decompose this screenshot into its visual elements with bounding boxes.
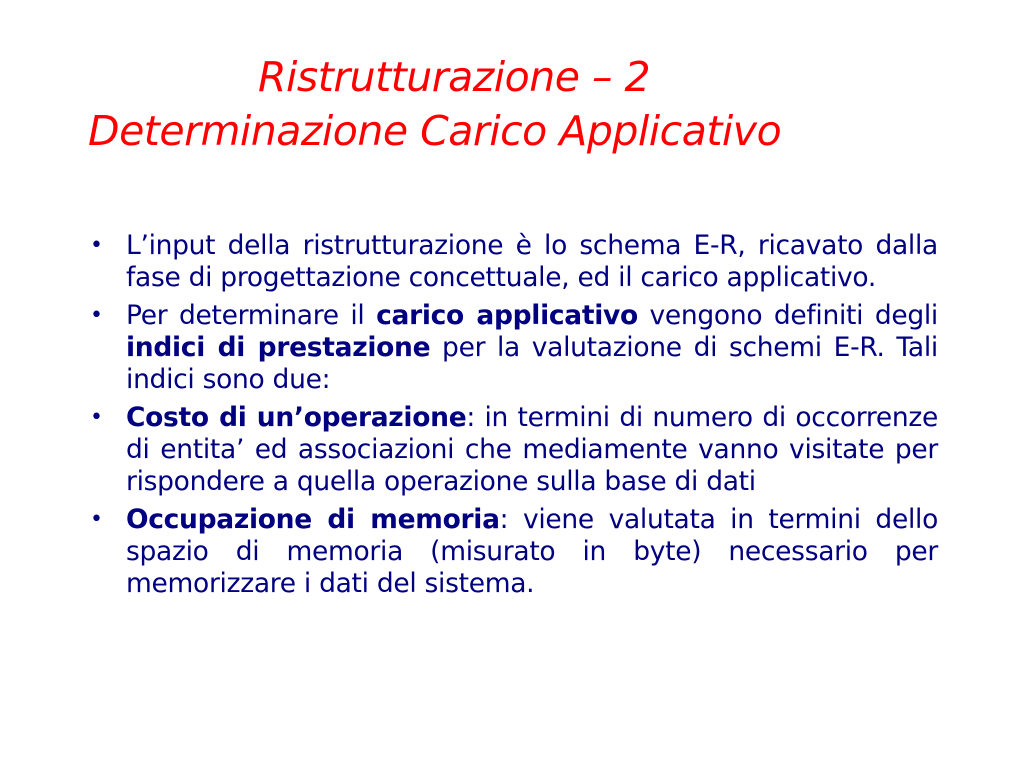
- bullet-text: per la valutazione di schemi E-R. Tali indici sono due:: [126, 332, 938, 395]
- title-line-1: Ristrutturazione – 2: [258, 53, 651, 101]
- bullet-icon: •: [90, 303, 103, 328]
- title-line-2: Determinazione Carico Applicativo: [88, 107, 782, 155]
- bullet-text: L’input della ristrutturazione è lo schema E-R, ricavato dalla fase di progettazione concettuale, ed il carico applicativo.: [126, 230, 938, 293]
- bullet-text: vengono definiti degli: [637, 300, 938, 331]
- bold-term-indici-prestazione: indici di prestazione: [126, 332, 431, 363]
- bullet-item-carico: [90, 300, 938, 396]
- bullet-text: : viene valutata in termini dello spazio di memoria (misurato in byte) necessario per memorizzare i dati del sistema.: [126, 504, 938, 599]
- bullet-item-costo: [90, 402, 938, 498]
- slide-title: [0, 50, 1024, 158]
- bold-term-carico-applicativo: carico applicativo: [376, 300, 638, 331]
- bullet-icon: •: [90, 233, 103, 258]
- bullet-icon: •: [90, 507, 103, 532]
- bullet-text: : in termini di numero di occorrenze di entita’ ed associazioni che mediamente vanno visitate per rispondere a quella operazione sulla base di dati: [126, 402, 939, 497]
- bullet-item-occupazione: [90, 504, 938, 600]
- bullet-text: Per determinare il: [126, 300, 377, 331]
- bold-term-costo-operazione: Costo di un’operazione: [126, 402, 467, 433]
- bullet-item-input: [90, 230, 938, 294]
- bold-term-occupazione-memoria: Occupazione di memoria: [126, 504, 500, 535]
- bullet-icon: •: [90, 405, 103, 430]
- bullet-list: [90, 230, 938, 606]
